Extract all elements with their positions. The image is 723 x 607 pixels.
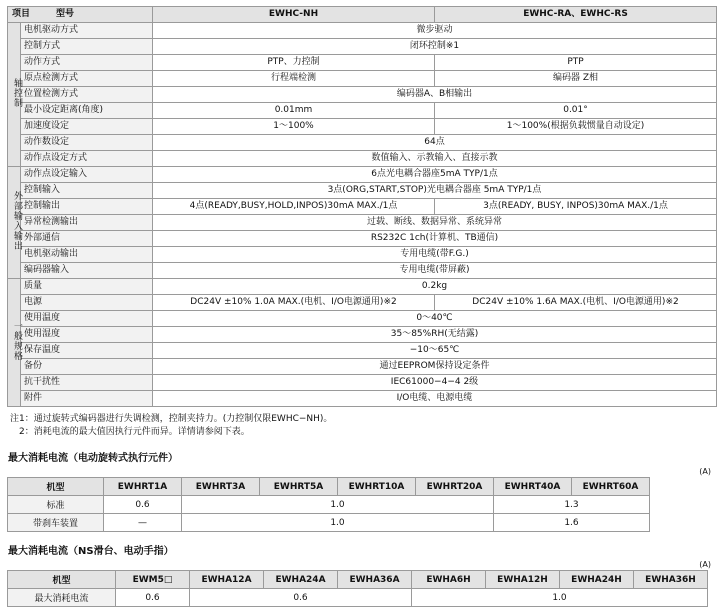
cell-value: 1.0 <box>412 589 708 607</box>
row-value-nh: PTP、力控制 <box>153 55 435 71</box>
row-label: 电机驱动方式 <box>21 23 153 39</box>
table-row <box>8 167 717 183</box>
col-header: EWHRT20A <box>416 478 494 496</box>
row-label: 动作点设定方式 <box>21 151 153 167</box>
row-label: 备份 <box>21 359 153 375</box>
row-label: 动作点设定输入 <box>21 167 153 183</box>
row-value: 64点 <box>153 135 717 151</box>
col-header: EWHRT60A <box>572 478 650 496</box>
table-row <box>8 183 717 199</box>
row-label: 最小设定距离(角度) <box>21 103 153 119</box>
row-label: 外部通信 <box>21 231 153 247</box>
slide-table-unit: (A) <box>699 560 711 569</box>
row-label: 加速度设定 <box>21 119 153 135</box>
row-value: 微步驱动 <box>153 23 717 39</box>
row-value-nh: 4点(READY,BUSY,HOLD,INPOS)30mA MAX./1点 <box>153 199 435 215</box>
col-header: 机型 <box>8 571 116 589</box>
row-value: 专用电缆(带F.G.) <box>153 247 717 263</box>
row-value-ra: 0.01° <box>435 103 717 119</box>
table-row <box>8 311 717 327</box>
col-header: EWHA24A <box>264 571 338 589</box>
col-header: EWHA12A <box>190 571 264 589</box>
table-row <box>8 391 717 407</box>
row-label: 控制方式 <box>21 39 153 55</box>
row-value: IEC61000−4−4 2级 <box>153 375 717 391</box>
header-item-label: 项目 <box>12 9 31 19</box>
table-row <box>8 71 717 87</box>
col-header: EWHRT1A <box>104 478 182 496</box>
row-value-ra: 1～100%(根据负载惯量自动设定) <box>435 119 717 135</box>
cell-value: — <box>104 514 182 532</box>
row-label: 电源 <box>21 295 153 311</box>
cell-value: 0.6 <box>116 589 190 607</box>
rotary-current-table <box>7 477 650 532</box>
row-label: 质量 <box>21 279 153 295</box>
row-value: 0～40℃ <box>153 311 717 327</box>
cell-value: 0.6 <box>190 589 412 607</box>
row-label: 最大消耗电流 <box>8 589 116 607</box>
rotary-table-unit: (A) <box>699 467 711 476</box>
row-value-ra: DC24V ±10% 1.6A MAX.(电机、I/O电源通用)※2 <box>435 295 717 311</box>
table-row <box>8 263 717 279</box>
table-row <box>8 103 717 119</box>
table-row <box>8 39 717 55</box>
row-label: 控制输入 <box>21 183 153 199</box>
col-header: EWHRT5A <box>260 478 338 496</box>
table-row <box>8 119 717 135</box>
col-header: 机型 <box>8 478 104 496</box>
table-row <box>8 151 717 167</box>
cell-value: 1.6 <box>494 514 650 532</box>
header-model-ra-rs: EWHC-RA、EWHC-RS <box>435 7 717 23</box>
table-row <box>8 231 717 247</box>
group-label-io: 外部输入输出 <box>8 167 21 279</box>
row-value-nh: DC24V ±10% 1.0A MAX.(电机、I/O电源通用)※2 <box>153 295 435 311</box>
table-row <box>8 279 717 295</box>
col-header: EWHA6H <box>412 571 486 589</box>
footnote-2: 2：消耗电流的最大值因执行元件而异。详情请参阅下表。 <box>10 427 250 437</box>
col-header: EWHA36A <box>338 571 412 589</box>
row-label: 原点检测方式 <box>21 71 153 87</box>
row-value-nh: 0.01mm <box>153 103 435 119</box>
table-row <box>8 343 717 359</box>
table-header-row <box>8 478 650 496</box>
table-row <box>8 215 717 231</box>
col-header: EWHRT3A <box>182 478 260 496</box>
table-row <box>8 87 717 103</box>
specification-table <box>7 6 717 407</box>
cell-value: 1.3 <box>494 496 650 514</box>
row-value-ra: 3点(READY, BUSY, INPOS)30mA MAX./1点 <box>435 199 717 215</box>
row-value: 闭环控制※1 <box>153 39 717 55</box>
row-label: 使用湿度 <box>21 327 153 343</box>
row-label: 编码器输入 <box>21 263 153 279</box>
table-header-row <box>8 571 708 589</box>
group-label-axis: 轴控制 <box>8 23 21 167</box>
row-value: 0.2kg <box>153 279 717 295</box>
row-value: I/O电缆、电源电缆 <box>153 391 717 407</box>
row-value: 过载、断线、数据异常、系统异常 <box>153 215 717 231</box>
col-header: EWHA36H <box>634 571 708 589</box>
row-label: 控制输出 <box>21 199 153 215</box>
cell-value: 1.0 <box>182 514 494 532</box>
table-row <box>8 199 717 215</box>
table-row <box>8 135 717 151</box>
row-value-ra: PTP <box>435 55 717 71</box>
slide-current-table <box>7 570 708 607</box>
rotary-table-title: 最大消耗电流（电动旋转式执行元件） <box>8 453 178 464</box>
table-header-row <box>8 7 717 23</box>
row-label: 异常检测输出 <box>21 215 153 231</box>
row-value: 35～85%RH(无结露) <box>153 327 717 343</box>
group-label-general: 一般规格 <box>8 279 21 407</box>
row-value: −10～65℃ <box>153 343 717 359</box>
row-value-ra: 编码器 Z相 <box>435 71 717 87</box>
table-row <box>8 589 708 607</box>
row-label: 动作方式 <box>21 55 153 71</box>
row-value: RS232C 1ch(计算机、TB通信) <box>153 231 717 247</box>
col-header: EWHRT40A <box>494 478 572 496</box>
col-header: EWM5□ <box>116 571 190 589</box>
table-row <box>8 295 717 311</box>
col-header: EWHRT10A <box>338 478 416 496</box>
table-row <box>8 327 717 343</box>
footnotes <box>10 413 713 439</box>
row-value-nh: 行程端检测 <box>153 71 435 87</box>
col-header: EWHA24H <box>560 571 634 589</box>
cell-value: 0.6 <box>104 496 182 514</box>
cell-value: 1.0 <box>182 496 494 514</box>
row-label: 动作数设定 <box>21 135 153 151</box>
table-row <box>8 375 717 391</box>
table-row <box>8 23 717 39</box>
slide-table-title: 最大消耗电流（NS滑台、电动手指） <box>8 546 174 557</box>
row-value-nh: 1～100% <box>153 119 435 135</box>
table-row <box>8 247 717 263</box>
row-value: 数值输入、示教输入、直接示教 <box>153 151 717 167</box>
table-row <box>8 514 650 532</box>
table-row <box>8 496 650 514</box>
row-label: 抗干扰性 <box>21 375 153 391</box>
datasheet-page <box>0 6 723 604</box>
row-value: 6点光电耦合器座5mA TYP/1点 <box>153 167 717 183</box>
row-label: 使用温度 <box>21 311 153 327</box>
row-value: 3点(ORG,START,STOP)光电耦合器座 5mA TYP/1点 <box>153 183 717 199</box>
header-item-model-cell <box>8 7 153 23</box>
row-label: 标准 <box>8 496 104 514</box>
col-header: EWHA12H <box>486 571 560 589</box>
footnote-1: 注1：通过旋转式编码器进行失调检测，控制夹持力。(力控制仅限EWHC−NH)。 <box>10 414 333 424</box>
row-value: 编码器A、B相输出 <box>153 87 717 103</box>
header-model-label: 型号 <box>55 9 74 19</box>
row-label: 电机驱动输出 <box>21 247 153 263</box>
row-label: 附件 <box>21 391 153 407</box>
table-row <box>8 55 717 71</box>
row-label: 位置检测方式 <box>21 87 153 103</box>
row-label: 带刹车装置 <box>8 514 104 532</box>
row-value: 通过EEPROM保持设定条件 <box>153 359 717 375</box>
table-row <box>8 359 717 375</box>
row-label: 保存温度 <box>21 343 153 359</box>
row-value: 专用电缆(带屏蔽) <box>153 263 717 279</box>
header-model-nh: EWHC-NH <box>153 7 435 23</box>
